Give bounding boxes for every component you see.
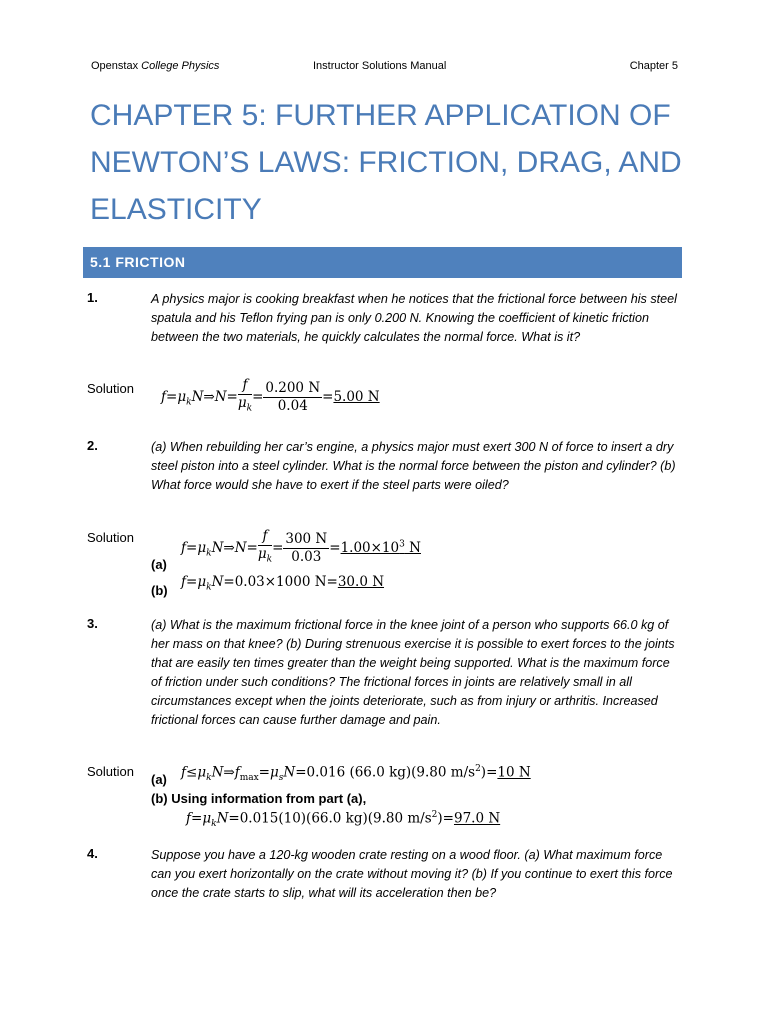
- problem-number: 3.: [87, 616, 98, 631]
- solution-1-answer: 5.00 N: [333, 388, 380, 405]
- solution-3a-answer: 10 N: [497, 764, 531, 781]
- part-a-label: (a): [151, 557, 167, 572]
- solution-1-equation: $f=\mu_kN\Rightarrow N=$ $\frac{f}{\mu_k}$ = $\frac{0.200 N}{0.04}$ =5.00 N: [161, 377, 380, 414]
- problem-text: (a) When rebuilding her car’s engine, a physics major must exert 300 N of force to insert a dry steel piston into a steel cylinder. What is the normal force between the piston and cylinder? (b) What force would she have to exert if the steel parts were oiled?: [151, 440, 676, 492]
- solution-label: Solution: [87, 381, 134, 396]
- solution-2a-equation: $f=\mu_kN\Rightarrow N=$ $\frac{f}{\mu_k}$ = $\frac{300 N}{0.03}$ $=1.00\times 10^3$ N: [181, 528, 421, 565]
- header-chapter: Chapter 5: [629, 60, 678, 72]
- header-manual-title: Instructor Solutions Manual: [313, 60, 447, 72]
- part-a-label: (a): [151, 772, 167, 787]
- section-heading: 5.1 FRICTION: [83, 247, 682, 278]
- solution-label: Solution: [87, 530, 134, 545]
- solution-3b-answer: 97.0 N: [453, 810, 501, 827]
- problem-text: Suppose you have a 120-kg wooden crate resting on a wood floor. (a) What maximum force can you exert horizontally on the crate without moving it? (b) If you continue to exert this force once the crate starts to slip, what will its acceleration then be?: [151, 848, 673, 900]
- solution-2b-equation: $f=\mu_kN=0.03\times 1000$ N=30.0 N: [181, 574, 385, 593]
- solution-2b-answer: 30.0 N: [337, 574, 385, 590]
- problem-text: A physics major is cooking breakfast when he notices that the frictional force between his steel spatula and his Teflon frying pan is only 0.200 N. Knowing the coefficient of kinetic friction between the two materials, he quickly calculates the normal force. What is it?: [151, 292, 677, 344]
- problem-number: 4.: [87, 846, 98, 861]
- chapter-title: CHAPTER 5: FURTHER APPLICATION OF NEWTON’S LAWS: FRICTION, DRAG, AND ELASTICITY: [90, 99, 682, 226]
- part-b-label: (b): [151, 583, 168, 598]
- header-book-title: Openstax College Physics: [91, 60, 220, 72]
- solution-3a-equation: $f\le\mu_kN\Rightarrow f_{max}=\mu_sN=0.016$ (66.0 kg)(9.80 $m/s^2)=10$ N: [181, 764, 531, 784]
- page-header: [91, 60, 678, 76]
- solution-2a-answer: $1.00\times 10^3$ N: [340, 539, 421, 556]
- problem-text: (a) What is the maximum frictional force in the knee joint of a person who supports 66.0 kg of her mass on that knee? (b) During strenuous exercise it is possible to exert forces to the joints that are easily ten times greater than the weight being supported. What is the maximum force of friction under such conditions? The frictional forces in joints are relatively small in all circumstances except when the joints deteriorate, such as from injury or arthritis. Increased frictional forces can cause further damage and pain.: [151, 618, 675, 727]
- problem-number: 1.: [87, 290, 98, 305]
- problem-number: 2.: [87, 438, 98, 453]
- part-b-intro: (b) Using information from part (a),: [151, 791, 367, 806]
- solution-label: Solution: [87, 764, 134, 779]
- solution-3b-equation: $f=\mu_kN=0.015(10)(66.0$ kg)(9.80 $m/s^2)=97.0$ N: [186, 810, 501, 830]
